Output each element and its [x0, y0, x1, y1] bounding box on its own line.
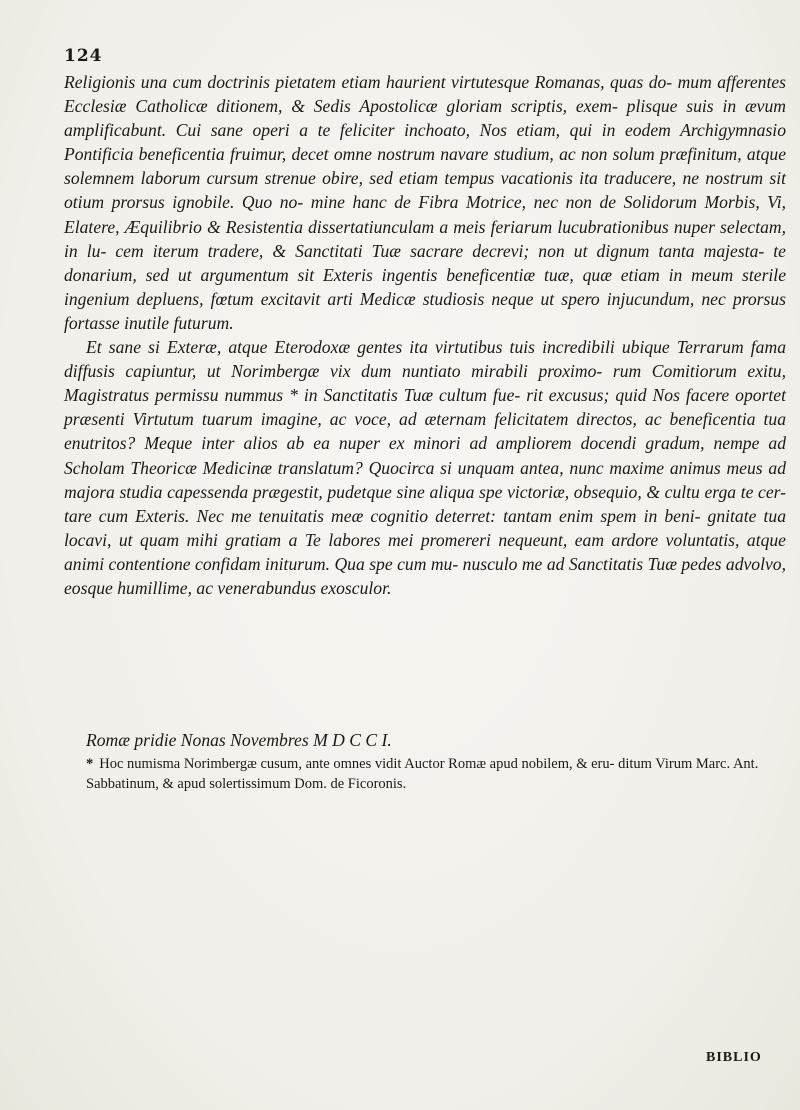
footnote-marker: *: [86, 756, 94, 772]
dateline: Romæ pridie Nonas Novembres M D C C I.: [86, 730, 392, 750]
page-number: 124: [64, 46, 103, 66]
paragraph-2: Et sane si Exteræ, atque Eterodoxæ gentes ita virtutibus tuis incredibili ubique Terrarum fama diffusis capiuntur, ut Norimbergæ vix dum nuntiato mirabili proximo- rum Comitiorum exitu, Magistratus permissu nummus * in Sanctitatis Tuæ cultum fue- rit excusus; quid Nos facere oportet præsenti Virtutum tuarum imagine, ac voce, ad æternam felicitatem directos, ac beneficentia tua enutritos? Meque inter alios ab ea nuper ex minori ad ampliorem docendi gradum, nempe ad Scholam Theoricæ Medicinæ translatum? Quocirca si unquam antea, nunc maxime animus meus ad majora studia capessenda prægestit, pudetque sine aliqua spe victoriæ, obsequio, & cultu erga te cer- tare cum Exteris. Nec me tenuitatis meæ cognitio deterret: tantam enim spem in beni- gnitate tua locavi, ut quam mihi gratiam a Te labores mei promereri nequeunt, eam ardore voluntatis, atque animi contentione confidam initurum. Qua spe cum mu- nusculo me ad Sanctitatis Tuæ pedes advolvo, eosque humillime, ac venerabundus exosculor.: [64, 337, 786, 598]
paragraph-1: Religionis una cum doctrinis pietatem etiam haurient virtutesque Romanas, quas do- mum afferentes Ecclesiæ Catholicæ ditionem, & Sedis Apostolicæ gloriam scriptis, exem- plisque suis in ævum amplificabunt. Cui sane operi a te feliciter inchoato, Nos etiam, qui in eodem Archigymnasio Pontificia beneficentia fruimur, decet omne nostrum navare studium, ac non solum præfinitum, atque solemnem laborum cursum strenue obire, sed etiam tempus vacationis ita traducere, ne nostrum sit otium prorsus ignobile. Quo no- mine hanc de Fibra Motrice, nec non de Solidorum Morbis, Vi, Elatere, Æquilibrio & Resistentia dissertatiunculam a meis feriarum lucubrationibus nuper selectam, in lu- cem iterum tradere, & Sanctitati Tuæ sacrare decrevi; non ut dignum tanta majesta- te donarium, sed ut argumentum sit Exteris ingentis beneficentiæ tuæ, quæ etiam in meum sterile ingenium depluens, fœtum excitavit arti Medicæ studiosis neque ut spero injucundum, nec prorsus fortasse inutile futurum.: [64, 72, 786, 333]
footnote-text: Hoc numisma Norimbergæ cusum, ante omnes vidit Auctor Romæ apud nobilem, & eru- ditum Virum Marc. Ant. Sabbatinum, & apud solertissimum Dom. de Ficoronis.: [86, 756, 759, 792]
footnote: [86, 754, 786, 794]
body-text: [64, 70, 786, 600]
library-stamp-text: BIBLIO: [706, 1050, 762, 1065]
